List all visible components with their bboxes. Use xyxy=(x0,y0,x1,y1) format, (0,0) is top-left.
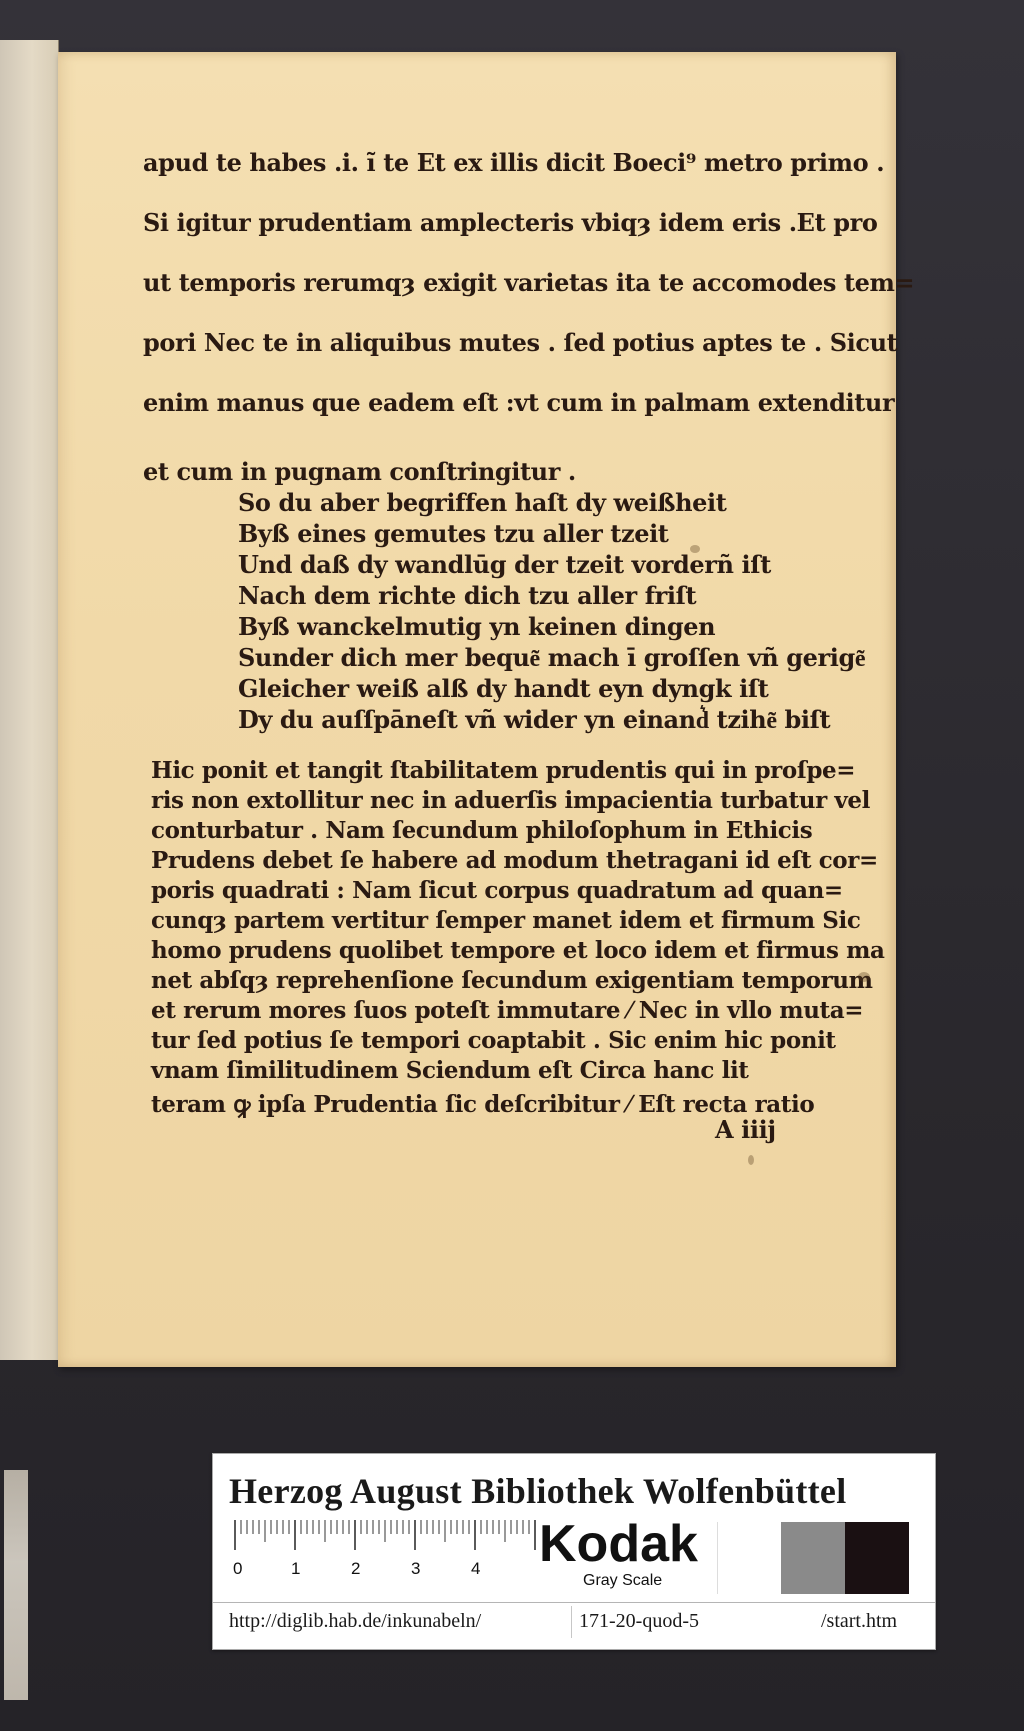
verse-line: Gleicher weiß alß dy handt eyn dyngk iſt xyxy=(238,674,769,703)
color-target-card xyxy=(212,1453,936,1650)
verse-line: Nach dem richte dich tzu aller friſt xyxy=(238,581,697,610)
commentary-line: vnam ſimilitudinem Sciendum eſt Circa hanc lit xyxy=(151,1057,749,1084)
commentary-line: ris non extollitur nec in aduerſis impacientia turbatur vel xyxy=(151,787,870,814)
kodak-logo: Kodak xyxy=(539,1515,698,1573)
foot-divider xyxy=(571,1606,572,1638)
verse-line: Dy du auſſpāneſt vñ wider yn einand͛ tzihe͂ biſt xyxy=(238,705,831,734)
latin-line: Si igitur prudentiam amplecteris vbiqȝ idem eris .Et pro xyxy=(143,208,878,237)
ruler-number: 0 xyxy=(233,1559,243,1578)
commentary-line: net abſqȝ reprehenſione ſecundum exigentiam temporum xyxy=(151,967,873,994)
ruler-number: 2 xyxy=(351,1559,361,1578)
commentary-line: conturbatur . Nam ſecundum philoſophum in Ethicis xyxy=(151,817,813,844)
verse-line: So du aber begriffen haſt dy weißheit xyxy=(238,488,727,517)
library-title: Herzog August Bibliothek Wolfenbüttel xyxy=(229,1471,847,1511)
latin-line: pori Nec te in aliquibus mutes . ſed potius aptes te . Sicut xyxy=(143,328,898,357)
latin-line: et cum in pugnam conſtringitur . xyxy=(143,457,576,486)
latin-line: ut temporis rerumqȝ exigit varietas ita te accomodes tem= xyxy=(143,268,915,297)
gray-scale-label: Gray Scale xyxy=(583,1572,663,1589)
commentary-line: Hic ponit et tangit ſtabilitatem prudentis qui in proſpe= xyxy=(151,757,856,784)
ink-speck xyxy=(690,545,700,553)
ruler-number: 3 xyxy=(411,1559,421,1578)
swatch-gray xyxy=(781,1522,845,1594)
swatch-black xyxy=(845,1522,909,1594)
signature-mark: A iiij xyxy=(715,1115,776,1144)
verse-line: Byß wanckelmutig yn keinen dingen xyxy=(238,612,716,641)
card-divider xyxy=(213,1602,935,1603)
verse-line: Und daß dy wandlūg der tzeit vorderñ iſt xyxy=(238,550,771,579)
swatch-white xyxy=(717,1522,782,1594)
commentary-line: poris quadrati : Nam ſicut corpus quadratum ad quan= xyxy=(151,877,843,904)
commentary-line: cunqȝ partem vertitur ſemper manet idem et firmum Sic xyxy=(151,907,861,934)
commentary-line: et rerum mores ſuos poteſt immutare ⁄ Nec in vllo muta= xyxy=(151,997,864,1024)
commentary-line: Prudens debet ſe habere ad modum thetragani id eſt cor= xyxy=(151,847,878,874)
shelfmark: 171-20-quod-5 xyxy=(579,1610,699,1632)
ink-speck xyxy=(858,972,870,982)
ruler-number: 1 xyxy=(291,1559,301,1578)
ink-speck xyxy=(748,1155,754,1165)
verse-line: Byß eines gemutes tzu aller tzeit xyxy=(238,519,669,548)
latin-line: apud te habes .i. ĩ te Et ex illis dicit Boeci⁹ metro primo . xyxy=(143,148,885,177)
latin-line: enim manus que eadem eſt :vt cum in palmam extenditur xyxy=(143,388,895,417)
commentary-line: homo prudens quolibet tempore et loco idem et firmus ma xyxy=(151,937,885,964)
ruler-number: 4 xyxy=(471,1559,481,1578)
commentary-line: teram ꝙ ipſa Prudentia ſic deſcribitur ⁄ Eſt recta ratio xyxy=(151,1091,815,1118)
url-left: http://diglib.hab.de/inkunabeln/ xyxy=(229,1610,482,1632)
commentary-line: tur ſed potius ſe tempori coaptabit . Sic enim hic ponit xyxy=(151,1027,836,1054)
url-right: /start.htm xyxy=(821,1610,898,1632)
binding-label-strip xyxy=(4,1470,28,1700)
verse-line: Sunder dich mer beque͂ mach ī groſſen vñ gerige͂ xyxy=(238,643,866,672)
facing-page-edge xyxy=(0,40,59,1360)
